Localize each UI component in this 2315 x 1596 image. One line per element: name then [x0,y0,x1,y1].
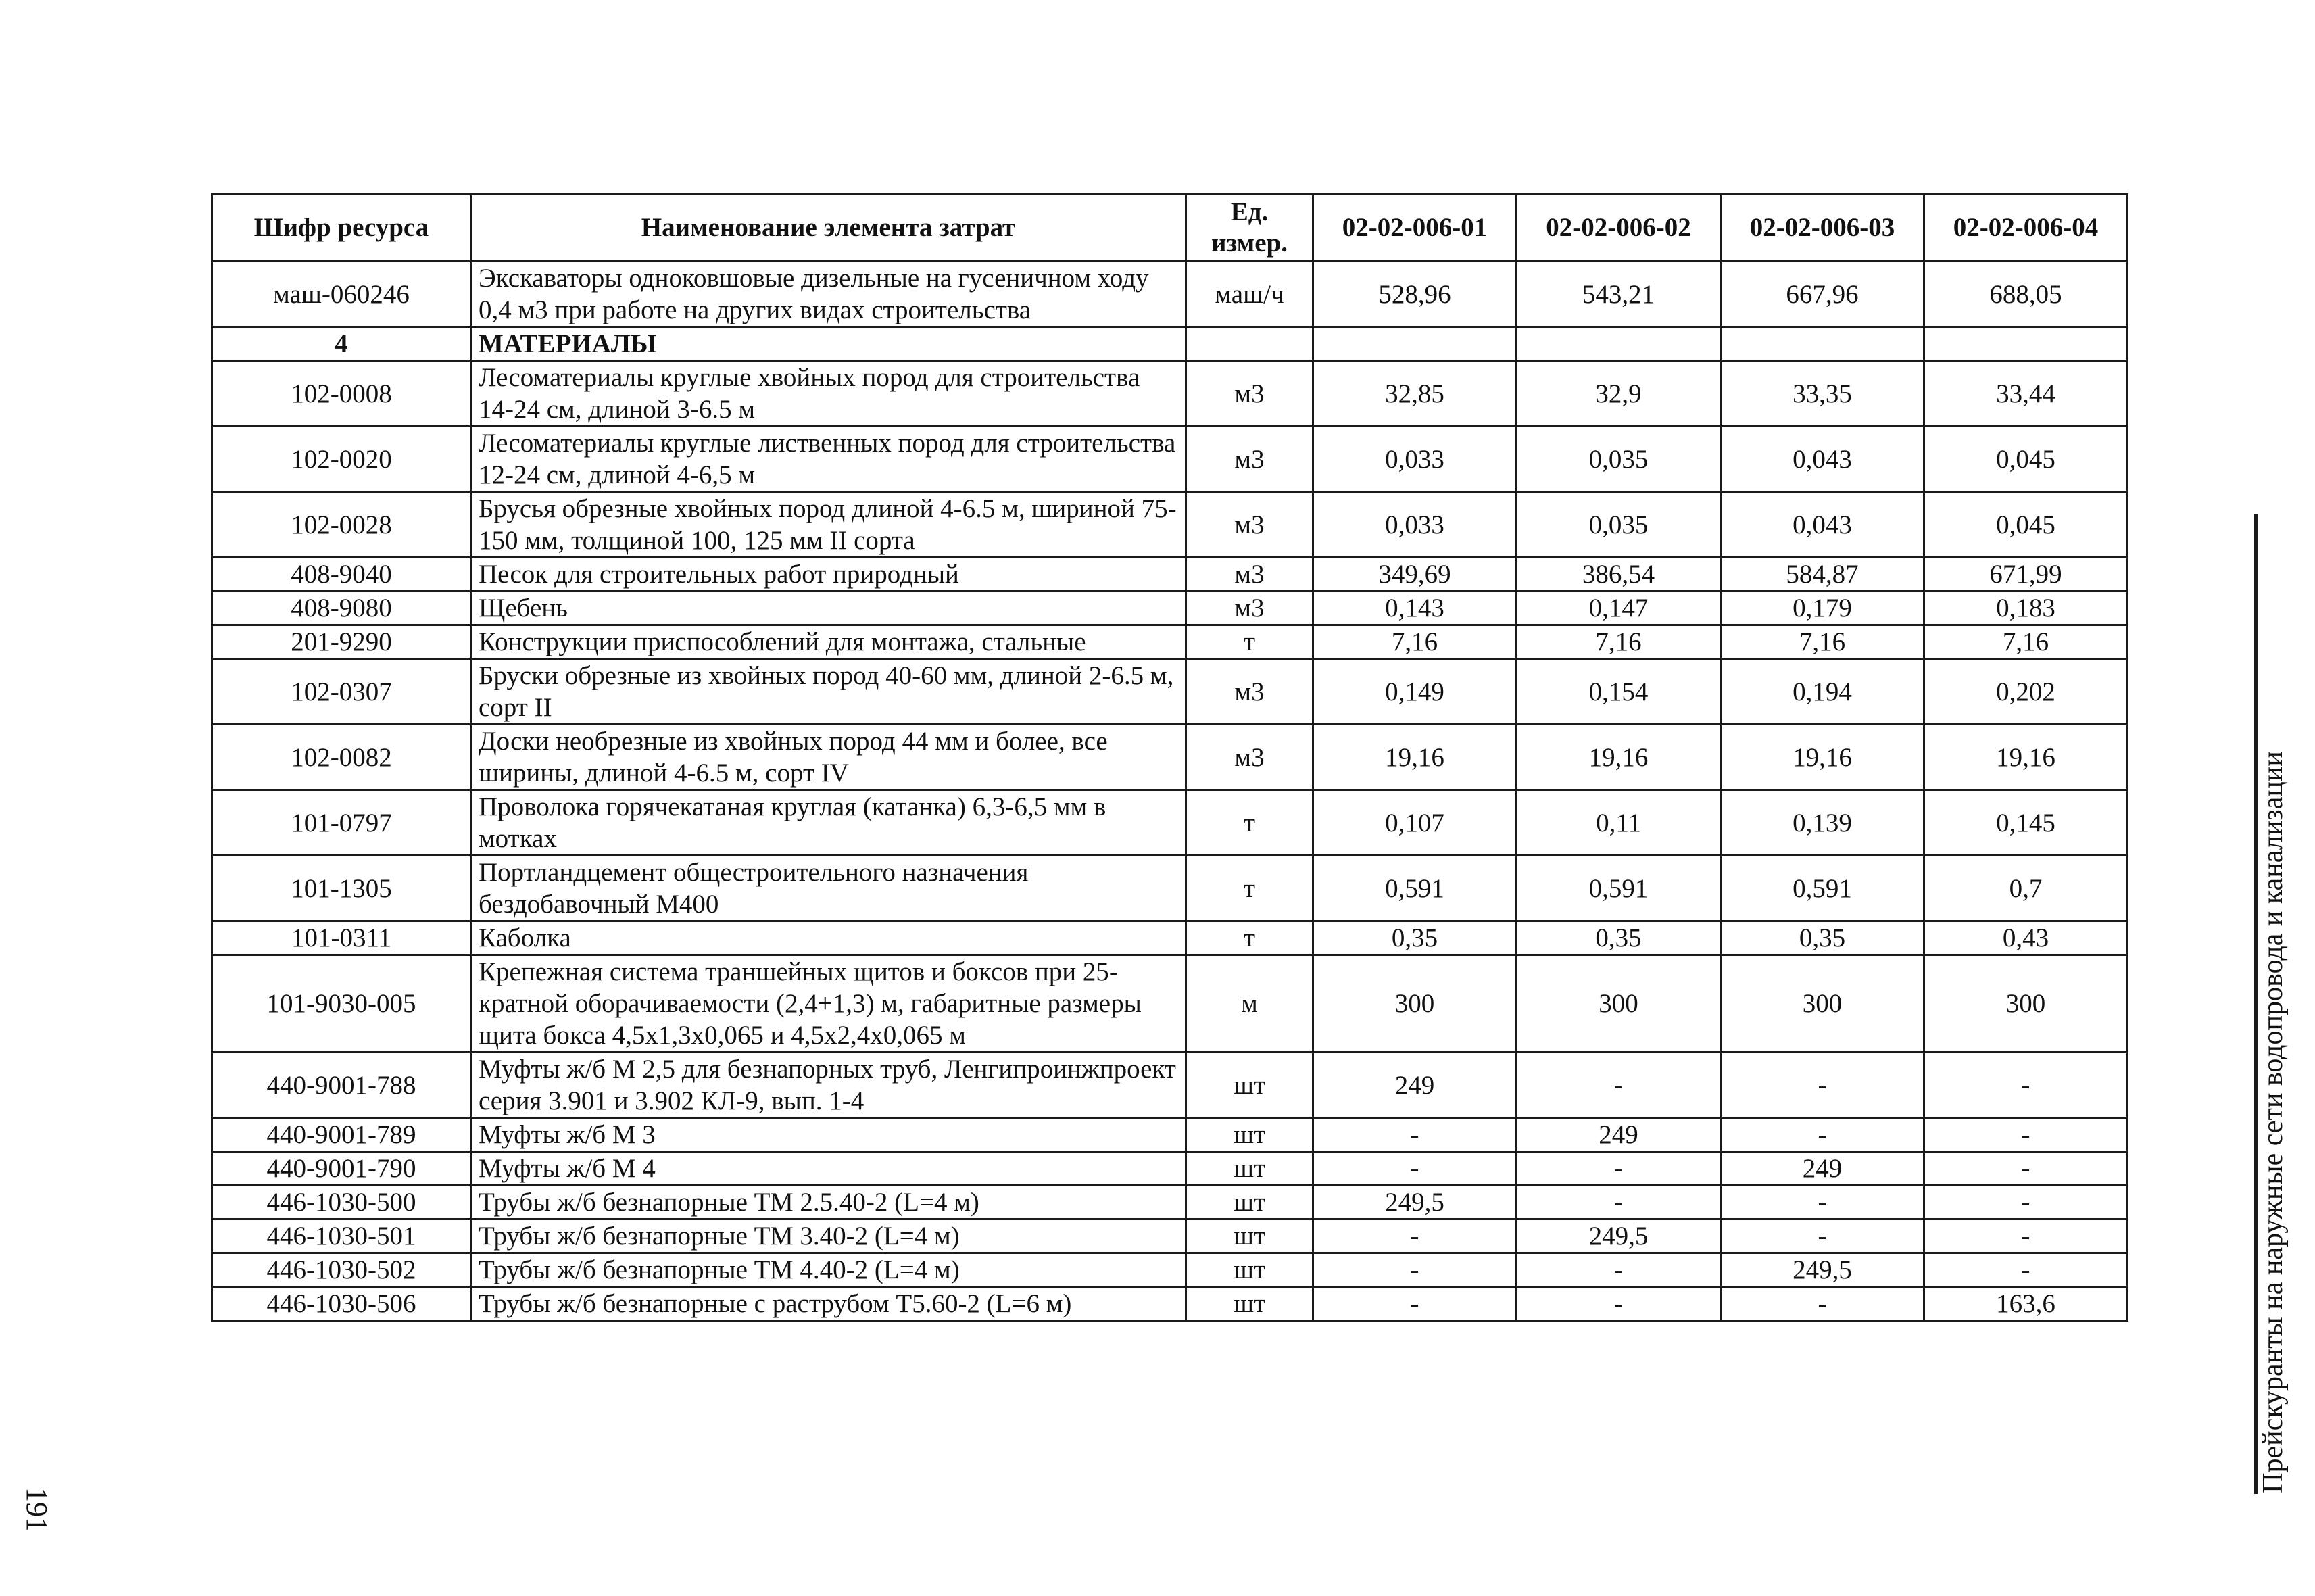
cell-code: 201-9290 [212,625,471,659]
table-row [212,955,2128,1053]
cell-value-1: - [1313,1152,1517,1186]
cell-value-4: 688,05 [1924,262,2128,327]
cell-value-1: 349,69 [1313,558,1517,591]
cell-name: Портландцемент общестроительного назначения бездобавочный М400 [471,856,1186,921]
cell-code: маш-060246 [212,262,471,327]
cell-unit: т [1186,790,1313,856]
cell-name: Щебень [471,591,1186,625]
table-row [212,625,2128,659]
cell-unit: м3 [1186,361,1313,427]
table-row [212,361,2128,427]
cell-name: Крепежная система траншейных щитов и боксов при 25-кратной оборачиваемости (2,4+1,3) м, габаритные размеры щита бокса 4,5х1,3х0,065 и 4,5х2,4х0,065 м [471,955,1186,1053]
cell-value-2: 543,21 [1517,262,1721,327]
cell-unit: маш/ч [1186,262,1313,327]
cell-name: Бруски обрезные из хвойных пород 40-60 мм, длиной 2-6.5 м, сорт II [471,659,1186,725]
cell-value-3: 0,591 [1721,856,1924,921]
cell-unit: м3 [1186,427,1313,492]
cell-value-2 [1517,327,1721,361]
header-col-4: 02-02-006-04 [1924,195,2128,262]
table-row [212,1118,2128,1152]
cell-unit: т [1186,856,1313,921]
cell-name: Муфты ж/б М 2,5 для безнапорных труб, Ленгипроинжпроект серия 3.901 и 3.902 КЛ-9, вып. 1-4 [471,1053,1186,1118]
cell-code: 102-0008 [212,361,471,427]
cell-value-4: 671,99 [1924,558,2128,591]
cell-value-3: 0,043 [1721,492,1924,558]
cell-value-1: - [1313,1287,1517,1321]
cell-unit: м3 [1186,591,1313,625]
cell-value-4: 0,045 [1924,492,2128,558]
section-row [212,327,2128,361]
cell-value-1: 0,149 [1313,659,1517,725]
cell-code: 101-9030-005 [212,955,471,1053]
cell-value-4 [1924,327,2128,361]
cell-code: 102-0082 [212,725,471,790]
table-row [212,856,2128,921]
cell-code: 440-9001-788 [212,1053,471,1118]
cell-unit: м [1186,955,1313,1053]
table-row [212,725,2128,790]
cell-value-3: - [1721,1186,1924,1219]
cell-value-2: 19,16 [1517,725,1721,790]
cell-value-2: 300 [1517,955,1721,1053]
cell-value-2: 0,035 [1517,427,1721,492]
cell-name: Доски необрезные из хвойных пород 44 мм и более, все ширины, длиной 4-6.5 м, сорт IV [471,725,1186,790]
cell-unit: шт [1186,1118,1313,1152]
table-row [212,427,2128,492]
cell-value-4: - [1924,1186,2128,1219]
table-row [212,1253,2128,1287]
cell-value-4: - [1924,1118,2128,1152]
cell-value-1: - [1313,1219,1517,1253]
cell-name: Экскаваторы одноковшовые дизельные на гусеничном ходу 0,4 м3 при работе на других видах строительства [471,262,1186,327]
cell-name: Проволока горячекатаная круглая (катанка) 6,3-6,5 мм в мотках [471,790,1186,856]
cell-code: 101-0311 [212,921,471,955]
cell-value-2: 0,147 [1517,591,1721,625]
cell-value-3: - [1721,1053,1924,1118]
table-row [212,1219,2128,1253]
cell-code: 408-9040 [212,558,471,591]
cell-value-4: 300 [1924,955,2128,1053]
cell-code: 101-0797 [212,790,471,856]
cell-value-2: 0,035 [1517,492,1721,558]
cell-code: 101-1305 [212,856,471,921]
cell-code: 102-0020 [212,427,471,492]
cell-value-2: - [1517,1053,1721,1118]
cell-value-4: 0,202 [1924,659,2128,725]
cell-unit: т [1186,921,1313,955]
resource-table [211,193,2128,1322]
cell-value-3: 0,043 [1721,427,1924,492]
cell-code: 4 [212,327,471,361]
cell-value-3: 300 [1721,955,1924,1053]
cell-value-3: 0,35 [1721,921,1924,955]
cell-value-4: - [1924,1152,2128,1186]
cell-unit: шт [1186,1053,1313,1118]
cell-value-2: - [1517,1152,1721,1186]
cell-value-2: 386,54 [1517,558,1721,591]
cell-name: Песок для строительных работ природный [471,558,1186,591]
page-number: 191 [20,1487,53,1532]
cell-value-1: 0,107 [1313,790,1517,856]
cell-unit: м3 [1186,492,1313,558]
cell-value-1: 7,16 [1313,625,1517,659]
cell-value-1 [1313,327,1517,361]
cell-value-2: 249 [1517,1118,1721,1152]
cell-value-1: 0,35 [1313,921,1517,955]
table-row [212,790,2128,856]
header-col-1: 02-02-006-01 [1313,195,1517,262]
table-row [212,659,2128,725]
cell-value-4: 0,7 [1924,856,2128,921]
cell-value-1: 528,96 [1313,262,1517,327]
cell-unit: м3 [1186,659,1313,725]
cell-value-1: - [1313,1253,1517,1287]
cell-value-3: 0,194 [1721,659,1924,725]
table-row [212,262,2128,327]
cell-value-4: - [1924,1253,2128,1287]
cell-code: 408-9080 [212,591,471,625]
header-name: Наименование элемента затрат [471,195,1186,262]
cell-value-4: 33,44 [1924,361,2128,427]
cell-name: Брусья обрезные хвойных пород длиной 4-6.5 м, шириной 75-150 мм, толщиной 100, 125 мм II сорта [471,492,1186,558]
cell-code: 446-1030-502 [212,1253,471,1287]
cell-value-1: 0,033 [1313,492,1517,558]
cell-value-1: 300 [1313,955,1517,1053]
cell-unit: м3 [1186,725,1313,790]
section-title: МАТЕРИАЛЫ [471,327,1186,361]
cell-unit: м3 [1186,558,1313,591]
cell-name: Трубы ж/б безнапорные с раструбом Т5.60-2 (L=6 м) [471,1287,1186,1321]
cell-value-3: - [1721,1287,1924,1321]
cell-unit: т [1186,625,1313,659]
cell-value-4: 163,6 [1924,1287,2128,1321]
cell-unit: шт [1186,1152,1313,1186]
cell-code: 446-1030-501 [212,1219,471,1253]
cell-value-2: 0,35 [1517,921,1721,955]
cell-value-4: 0,045 [1924,427,2128,492]
cell-value-4: 7,16 [1924,625,2128,659]
cell-value-3: 33,35 [1721,361,1924,427]
cell-value-4: 19,16 [1924,725,2128,790]
cell-value-3: 7,16 [1721,625,1924,659]
cell-value-1: 249 [1313,1053,1517,1118]
cell-value-3: 249 [1721,1152,1924,1186]
cell-value-1: 0,143 [1313,591,1517,625]
cell-value-4: 0,43 [1924,921,2128,955]
cell-value-3: - [1721,1219,1924,1253]
table-row [212,492,2128,558]
cell-name: Трубы ж/б безнапорные ТМ 4.40-2 (L=4 м) [471,1253,1186,1287]
cell-value-3: - [1721,1118,1924,1152]
cell-value-3: 667,96 [1721,262,1924,327]
cell-value-2: 7,16 [1517,625,1721,659]
cell-name: Лесоматериалы круглые лиственных пород для строительства 12-24 см, длиной 4-6,5 м [471,427,1186,492]
header-col-2: 02-02-006-02 [1517,195,1721,262]
table-row [212,591,2128,625]
cell-value-2: - [1517,1287,1721,1321]
cell-value-1: 0,033 [1313,427,1517,492]
cell-value-3: 0,139 [1721,790,1924,856]
cell-name: Конструкции приспособлений для монтажа, стальные [471,625,1186,659]
cell-unit: шт [1186,1219,1313,1253]
cell-code: 440-9001-789 [212,1118,471,1152]
cell-value-1: 32,85 [1313,361,1517,427]
cell-value-4: 0,183 [1924,591,2128,625]
cell-value-4: - [1924,1053,2128,1118]
cell-name: Каболка [471,921,1186,955]
header-col-3: 02-02-006-03 [1721,195,1924,262]
header-unit: Ед. измер. [1186,195,1313,262]
cell-name: Лесоматериалы круглые хвойных пород для строительства 14-24 см, длиной 3-6.5 м [471,361,1186,427]
cell-value-4: 0,145 [1924,790,2128,856]
cell-code: 440-9001-790 [212,1152,471,1186]
header-code: Шифр ресурса [212,195,471,262]
cell-value-2: 0,591 [1517,856,1721,921]
cell-name: Трубы ж/б безнапорные ТМ 3.40-2 (L=4 м) [471,1219,1186,1253]
table-row [212,1287,2128,1321]
cell-value-2: - [1517,1186,1721,1219]
cell-value-1: 249,5 [1313,1186,1517,1219]
cell-unit: шт [1186,1253,1313,1287]
cell-name: Трубы ж/б безнапорные ТМ 2.5.40-2 (L=4 м) [471,1186,1186,1219]
cell-value-2: 0,154 [1517,659,1721,725]
table-header-row [212,195,2128,262]
cell-value-1: 19,16 [1313,725,1517,790]
cell-value-2: - [1517,1253,1721,1287]
cell-name: Муфты ж/б М 3 [471,1118,1186,1152]
table-row [212,1186,2128,1219]
cell-value-3: 584,87 [1721,558,1924,591]
cell-value-1: - [1313,1118,1517,1152]
cell-unit [1186,327,1313,361]
cell-value-3: 19,16 [1721,725,1924,790]
cell-value-1: 0,591 [1313,856,1517,921]
cell-code: 102-0028 [212,492,471,558]
cell-value-3 [1721,327,1924,361]
cell-code: 102-0307 [212,659,471,725]
cell-value-2: 0,11 [1517,790,1721,856]
cell-value-4: - [1924,1219,2128,1253]
cell-value-2: 249,5 [1517,1219,1721,1253]
cell-name: Муфты ж/б М 4 [471,1152,1186,1186]
cell-value-3: 0,179 [1721,591,1924,625]
table-row [212,921,2128,955]
cell-unit: шт [1186,1287,1313,1321]
cell-unit: шт [1186,1186,1313,1219]
cell-value-2: 32,9 [1517,361,1721,427]
cell-code: 446-1030-500 [212,1186,471,1219]
cell-code: 446-1030-506 [212,1287,471,1321]
cell-value-3: 249,5 [1721,1253,1924,1287]
table-row [212,1053,2128,1118]
side-title: Прейскуранты на наружные сети водопровода и канализации [2258,751,2289,1493]
table-row [212,1152,2128,1186]
table-row [212,558,2128,591]
